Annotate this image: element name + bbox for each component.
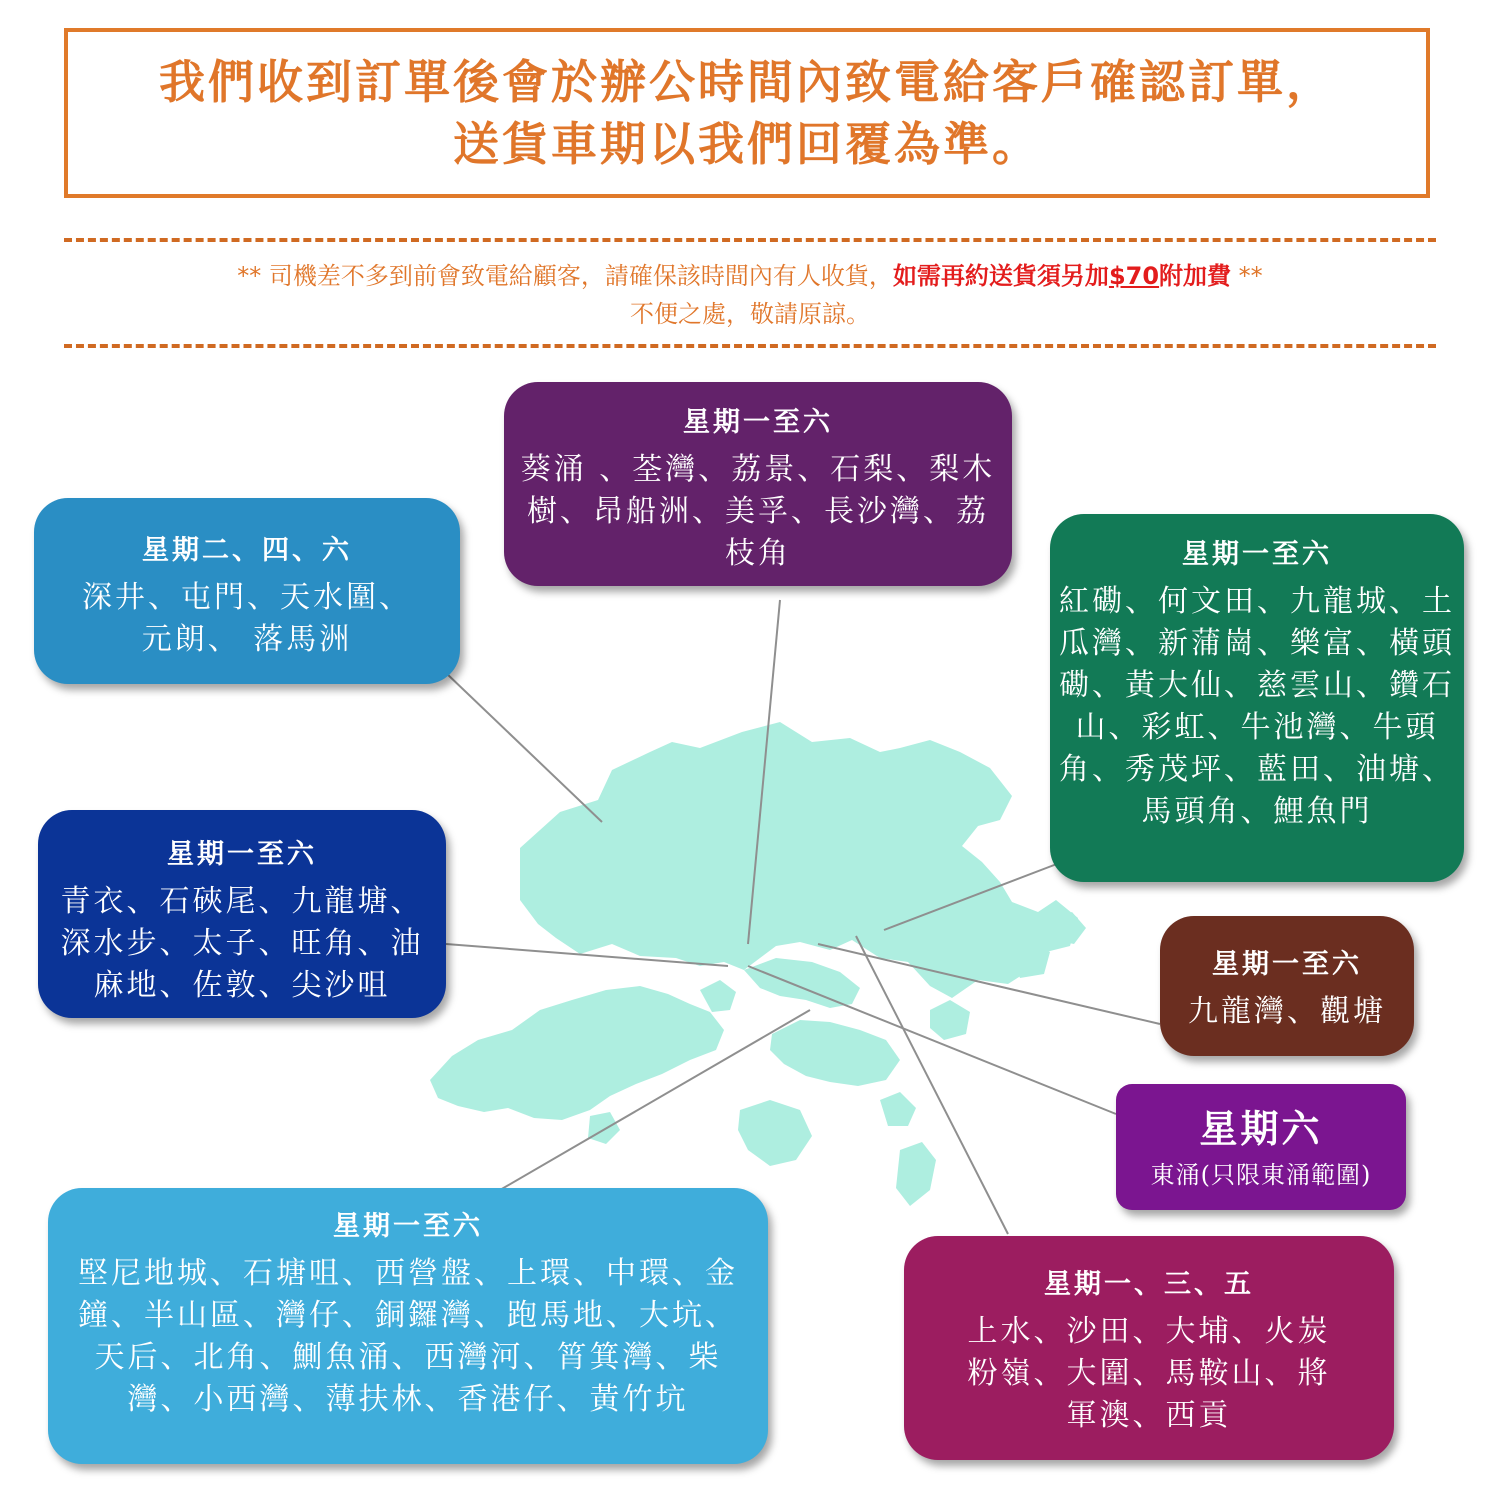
zone-areas: 青衣、石硤尾、九龍塘、深水步、太子、旺角、油麻地、佐敦、尖沙咀 (60, 884, 424, 1003)
notice-highlight-a: 如需 (892, 262, 941, 290)
zone-areas: 上水、沙田、大埔、火炭粉嶺、大圍、馬鞍山、將軍澳、西貢 (967, 1314, 1331, 1433)
zone-west-kowloon-box (38, 810, 446, 1018)
zone-nw-nt-box (34, 498, 460, 684)
zone-day: 星期一至六 (167, 839, 317, 870)
map-landmass (430, 722, 1086, 1206)
zone-day: 星期一、三、五 (1044, 1269, 1254, 1300)
zone-tung-chung-box (1116, 1084, 1406, 1210)
headline-line-1: 我們收到訂單後會於辦公時間內致電給客戶確認訂單， (159, 55, 1335, 109)
notice-highlight-b: 再約送貨須另加 (940, 262, 1109, 290)
zone-day: 星期二、四、六 (142, 535, 352, 566)
zone-areas: 葵涌 、荃灣、荔景、石梨、梨木樹、昂船洲、美孚、長沙灣、荔枝角 (520, 452, 996, 571)
zone-day: 星期六 (1199, 1107, 1323, 1151)
notice-suffix: ** (1231, 262, 1263, 290)
zone-day: 星期一至六 (1212, 949, 1362, 980)
zone-areas: 紅磡、何文田、九龍城、土瓜灣、新蒲崗、樂富、橫頭磡、黃大仙、慈雲山、鑽石山、彩虹、牛池灣、牛頭角、秀茂坪、藍田、油塘、馬頭角、鯉魚門 (1059, 584, 1455, 829)
zone-east-kowloon-box (1050, 514, 1464, 882)
zone-day: 星期一至六 (683, 407, 833, 438)
notice-prefix: ** 司機差不多到前會致電給顧客，請確保該時間內有人收貨， (237, 262, 893, 290)
zone-kwai-chung-box (504, 382, 1012, 586)
zone-areas: 堅尼地城、石塘咀、西營盤、上環、中環、金鐘、半山區、灣仔、銅鑼灣、跑馬地、大坑、天后、北角、鰂魚涌、西灣河、筲箕灣、柴灣、小西灣、薄扶林、香港仔、黃竹坑 (78, 1256, 738, 1417)
zone-areas: 深井、屯門、天水圍、元朗、 落馬洲 (82, 580, 412, 657)
zone-hk-island-box (48, 1188, 768, 1464)
zone-kowloon-bay-box (1160, 916, 1414, 1056)
zone-day: 星期一至六 (333, 1211, 483, 1242)
zone-day: 星期一至六 (1182, 539, 1332, 570)
headline-line-2: 送貨車期以我們回覆為準。 (453, 117, 1041, 171)
connector-nw-nt (445, 672, 602, 822)
notice-line-2: 不便之處，敬請原諒。 (630, 300, 870, 328)
notice-fee: $70 (1108, 262, 1160, 290)
zone-ne-nt-box (904, 1236, 1394, 1460)
zone-areas: 九龍灣、觀塘 (1188, 994, 1386, 1029)
zone-areas: 東涌(只限東涌範圍) (1150, 1161, 1372, 1189)
notice-highlight-c: 附加費 (1159, 262, 1232, 290)
